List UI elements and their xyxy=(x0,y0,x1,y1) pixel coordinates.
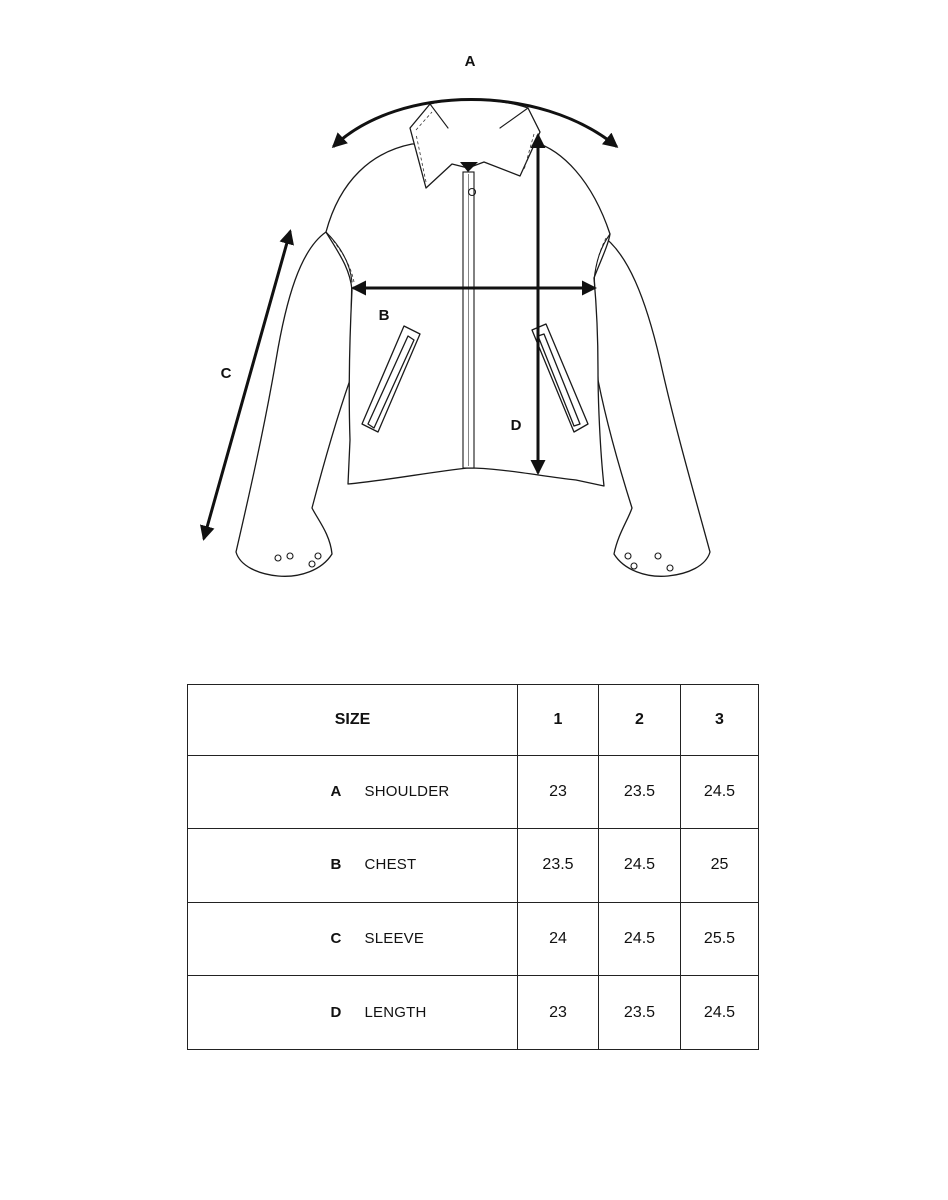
size-chart-table xyxy=(187,684,759,1050)
measurement-code: A xyxy=(330,782,342,800)
value-size-1: 23 xyxy=(518,976,599,1050)
value-size-3: 25.5 xyxy=(681,902,759,976)
measurement-cell xyxy=(188,829,518,903)
measurement-name: CHEST xyxy=(364,856,417,874)
size-column-2: 2 xyxy=(599,685,681,756)
value-size-2: 24.5 xyxy=(599,902,681,976)
size-column-3: 3 xyxy=(681,685,759,756)
value-size-1: 23.5 xyxy=(518,829,599,903)
measurement-cell xyxy=(188,976,518,1050)
left-sleeve xyxy=(236,232,352,576)
value-size-2: 23.5 xyxy=(599,976,681,1050)
measurement-code: B xyxy=(330,856,342,874)
value-size-2: 24.5 xyxy=(599,829,681,903)
size-header: SIZE xyxy=(188,685,518,756)
value-size-1: 23 xyxy=(518,755,599,829)
value-size-1: 24 xyxy=(518,902,599,976)
label-d: D xyxy=(510,417,522,434)
table-row xyxy=(188,976,759,1050)
measurement-code: C xyxy=(330,930,342,948)
jacket-drawing xyxy=(236,100,710,576)
right-sleeve xyxy=(594,234,710,576)
value-size-2: 23.5 xyxy=(599,755,681,829)
size-column-1: 1 xyxy=(518,685,599,756)
value-size-3: 24.5 xyxy=(681,755,759,829)
value-size-3: 24.5 xyxy=(681,976,759,1050)
measurement-name: SHOULDER xyxy=(364,782,450,800)
measurement-code: D xyxy=(330,1003,342,1021)
measurement-cell xyxy=(188,902,518,976)
table-row xyxy=(188,829,759,903)
label-c: C xyxy=(220,365,232,382)
table-row xyxy=(188,755,759,829)
measurement-name: LENGTH xyxy=(364,1003,427,1021)
table-header-row xyxy=(188,685,759,756)
label-b: B xyxy=(378,307,390,324)
table-row xyxy=(188,902,759,976)
measurement-cell xyxy=(188,755,518,829)
label-a: A xyxy=(464,53,476,70)
value-size-3: 25 xyxy=(681,829,759,903)
measurement-name: SLEEVE xyxy=(364,930,425,948)
